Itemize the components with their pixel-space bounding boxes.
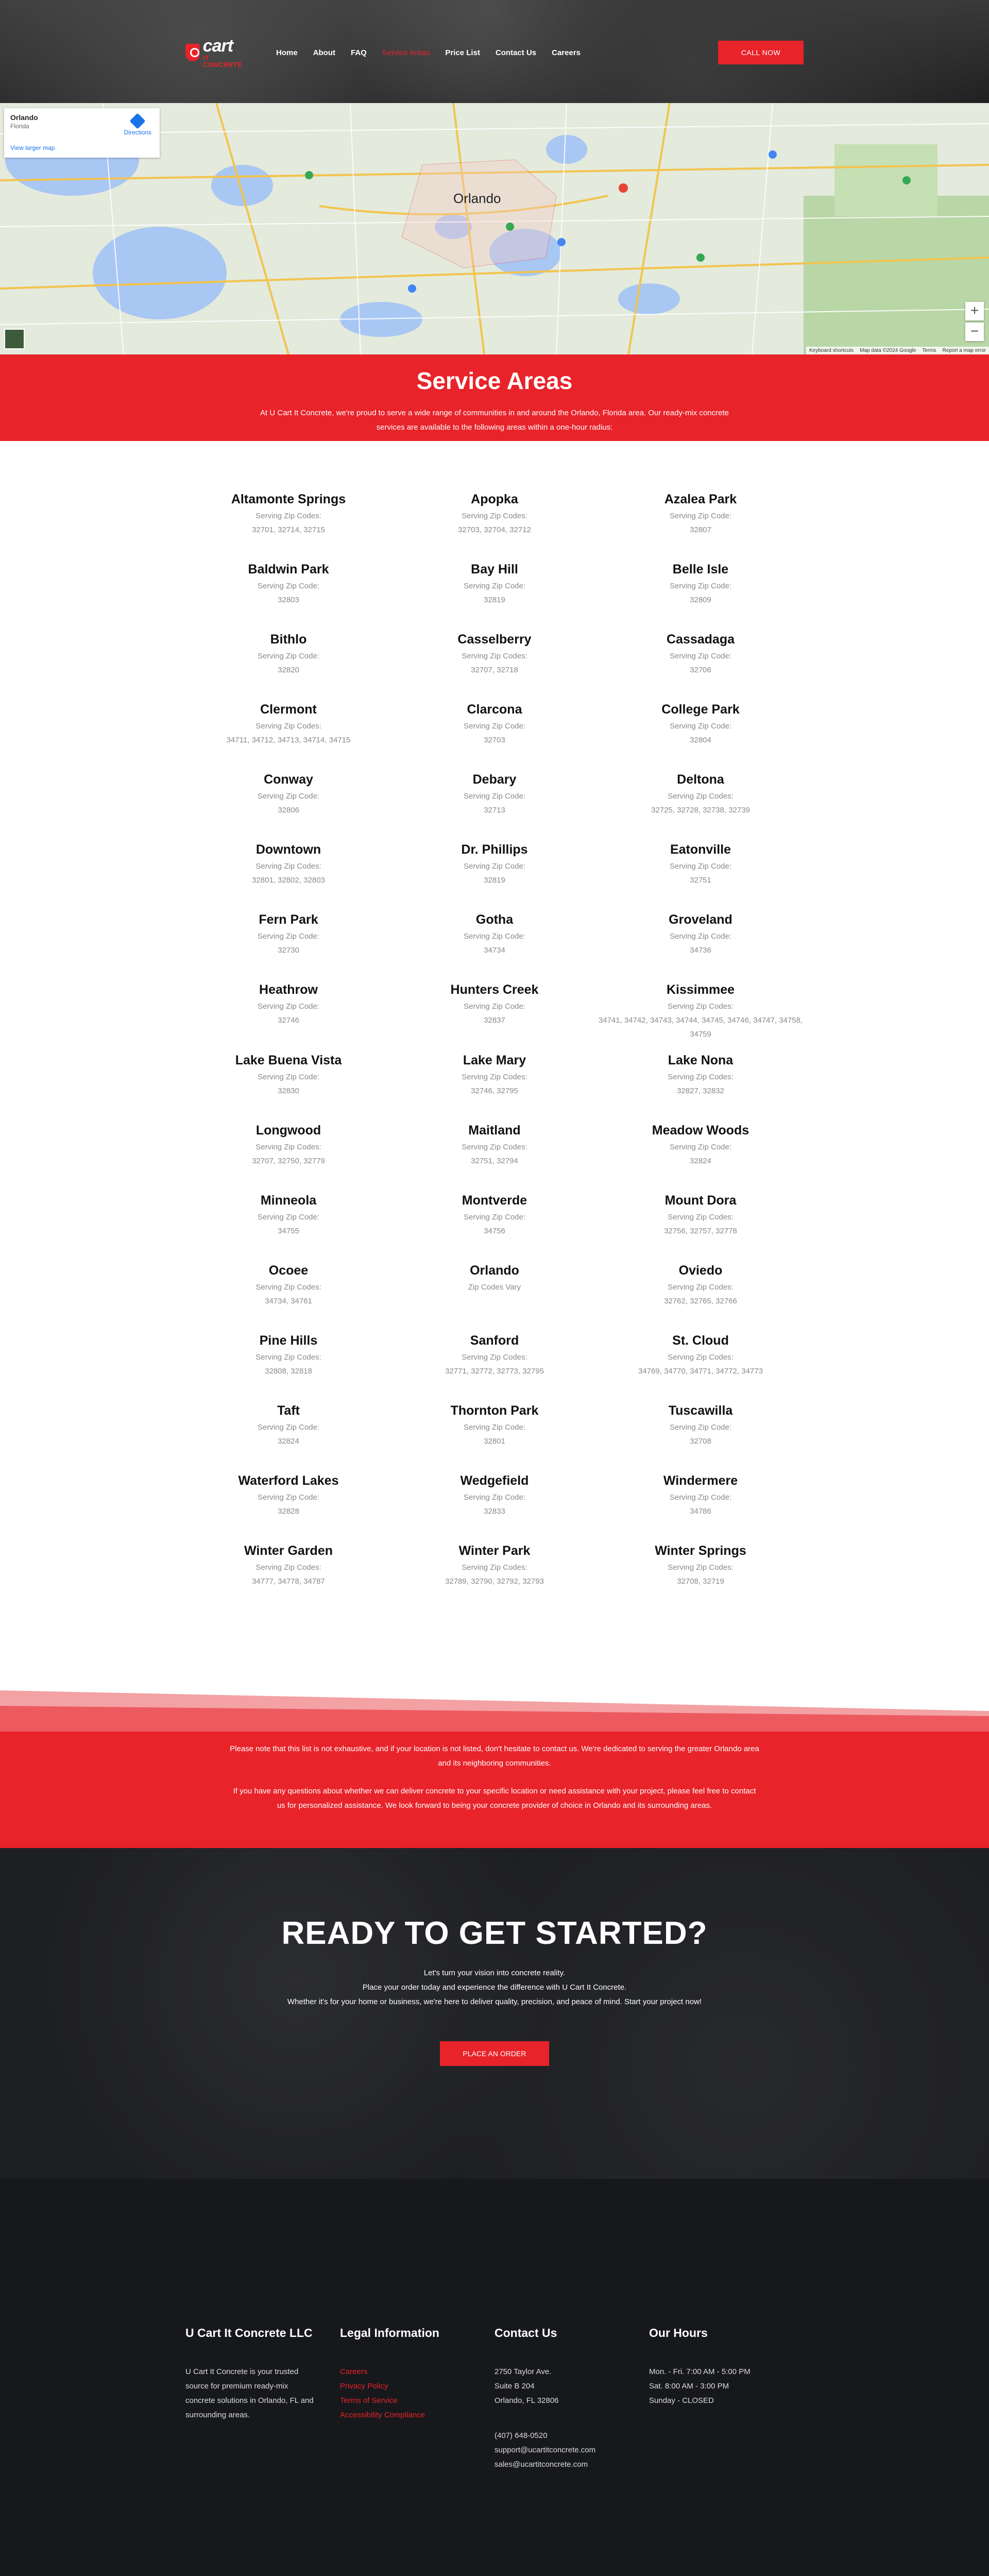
service-area-name: Kissimmee xyxy=(666,982,735,997)
service-area-name: Heathrow xyxy=(259,982,318,997)
service-area-zip-codes: 32789, 32790, 32792, 32793 xyxy=(445,1577,544,1586)
service-area-name: Apopka xyxy=(471,492,518,506)
service-area-zip-codes: 32804 xyxy=(690,736,711,744)
service-area-zip-codes: 32824 xyxy=(690,1157,711,1165)
service-area-zip-label: Serving Zip Code: xyxy=(257,1493,320,1502)
service-area-zip-label: Serving Zip Codes: xyxy=(255,1143,321,1151)
service-area-zip-label: Serving Zip Code: xyxy=(669,512,732,520)
service-area-zip-label: Serving Zip Code: xyxy=(669,722,732,731)
service-area-card xyxy=(185,1542,391,1612)
service-area-zip-codes: 32806 xyxy=(278,806,299,815)
service-area-card xyxy=(598,1122,804,1192)
cta-title: READY TO GET STARTED? xyxy=(281,1916,708,1951)
service-area-card xyxy=(598,911,804,981)
service-area-zip-codes: 32819 xyxy=(484,876,505,885)
map-data-text: Map data ©2024 Google xyxy=(860,348,916,353)
service-area-zip-label: Serving Zip Codes: xyxy=(462,1143,527,1151)
service-area-card xyxy=(391,1402,598,1472)
call-now-button[interactable]: CALL NOW xyxy=(718,41,804,64)
service-area-name: Pine Hills xyxy=(259,1333,318,1348)
site-header xyxy=(0,0,989,103)
footer-about-title: U Cart It Concrete LLC xyxy=(185,2326,313,2340)
service-area-zip-label: Serving Zip Code: xyxy=(257,1213,320,1222)
map-city-label: Orlando xyxy=(453,191,501,206)
service-area-zip-label: Serving Zip Codes: xyxy=(668,1073,734,1081)
service-area-name: Windermere xyxy=(663,1473,738,1488)
service-area-name: Hunters Creek xyxy=(450,982,539,997)
footer-hours-line: Mon. - Fri. 7:00 AM - 5:00 PM xyxy=(649,2367,751,2376)
service-area-zip-codes: 32771, 32772, 32773, 32795 xyxy=(445,1367,544,1376)
nav-service-areas[interactable]: Service Areas xyxy=(382,48,430,57)
service-area-name: Winter Springs xyxy=(655,1544,746,1558)
satellite-toggle[interactable] xyxy=(4,329,25,349)
service-area-name: Downtown xyxy=(255,842,321,857)
footer-about-line: surrounding areas. xyxy=(185,2411,250,2419)
service-area-zip-codes: 32827, 32832 xyxy=(677,1087,724,1095)
service-area-zip-label: Serving Zip Code: xyxy=(669,862,732,871)
service-area-card xyxy=(391,561,598,631)
service-area-card xyxy=(185,1472,391,1542)
nav-price-list[interactable]: Price List xyxy=(445,48,480,57)
footer-support-email[interactable]: support@ucartitconcrete.com xyxy=(494,2446,596,2454)
footer-about-line: U Cart It Concrete is your trusted xyxy=(185,2367,299,2376)
service-area-name: Clermont xyxy=(260,702,317,717)
service-area-zip-codes: 32833 xyxy=(484,1507,505,1516)
service-area-name: Belle Isle xyxy=(672,562,729,577)
service-area-card xyxy=(185,1332,391,1402)
service-area-name: Debary xyxy=(472,772,517,787)
service-area-name: Wedgefield xyxy=(460,1473,529,1488)
service-area-name: Oviedo xyxy=(678,1263,723,1278)
service-area-zip-label: Serving Zip Code: xyxy=(669,1423,732,1432)
service-area-zip-label: Serving Zip Code: xyxy=(257,932,320,941)
service-area-name: Meadow Woods xyxy=(652,1123,749,1138)
service-area-card xyxy=(391,490,598,561)
service-area-zip-label: Serving Zip Codes: xyxy=(255,1353,321,1362)
service-area-zip-codes: 32730 xyxy=(278,946,299,955)
service-area-card xyxy=(391,631,598,701)
service-area-name: Lake Mary xyxy=(463,1053,526,1067)
service-area-zip-codes: 34756 xyxy=(484,1227,505,1235)
service-area-zip-codes: 34786 xyxy=(690,1507,711,1516)
service-areas-banner xyxy=(0,354,989,441)
service-area-card xyxy=(391,771,598,841)
service-area-zip-codes: 32751, 32794 xyxy=(471,1157,518,1165)
service-area-card xyxy=(598,1542,804,1612)
service-area-zip-codes: 32701, 32714, 32715 xyxy=(252,526,325,534)
service-area-zip-codes: 32751 xyxy=(690,876,711,885)
banner-intro: At U Cart It Concrete, we're proud to serve a wide range of communities in and around the Orlando, Florida area. Our ready-mix concrete services are available to the following areas within a one-hour radius: xyxy=(260,409,729,432)
service-area-name: Minneola xyxy=(260,1193,317,1208)
service-area-zip-codes: 32801, 32802, 32803 xyxy=(252,876,325,885)
service-area-card xyxy=(598,1332,804,1402)
nav-about[interactable]: About xyxy=(313,48,336,57)
service-area-name: Tuscawilla xyxy=(668,1403,733,1418)
service-area-name: Casselberry xyxy=(457,632,532,647)
footer-about-line: source for premium ready-mix xyxy=(185,2382,288,2391)
service-area-card xyxy=(185,1402,391,1472)
service-area-zip-label: Serving Zip Codes: xyxy=(255,512,321,520)
service-area-zip-codes: 32819 xyxy=(484,596,505,604)
embedded-map[interactable] xyxy=(0,103,989,354)
zoom-out-button[interactable]: − xyxy=(965,323,984,341)
service-area-name: College Park xyxy=(661,702,740,717)
service-area-name: Winter Garden xyxy=(244,1544,333,1558)
footer-about-line: concrete solutions in Orlando, FL and xyxy=(185,2396,314,2405)
service-area-card xyxy=(391,841,598,911)
service-area-name: Winter Park xyxy=(458,1544,531,1558)
map-attribution xyxy=(806,347,989,354)
footer-link-careers[interactable]: Careers xyxy=(340,2367,368,2376)
site-logo[interactable] xyxy=(185,38,247,67)
service-area-zip-label: Serving Zip Codes: xyxy=(668,1283,734,1292)
service-area-card xyxy=(391,911,598,981)
service-area-name: Fern Park xyxy=(259,912,318,927)
terms-link[interactable]: Terms xyxy=(922,348,936,353)
service-area-card xyxy=(185,1262,391,1332)
service-area-zip-label: Serving Zip Codes: xyxy=(255,1563,321,1572)
service-area-card xyxy=(391,1542,598,1612)
service-area-card xyxy=(598,1052,804,1122)
place-order-button[interactable]: PLACE AN ORDER xyxy=(440,2041,549,2066)
service-area-zip-codes: 34736 xyxy=(690,946,711,955)
service-area-zip-codes: 32809 xyxy=(690,596,711,604)
service-area-zip-codes: 32830 xyxy=(278,1087,299,1095)
service-area-zip-label: Serving Zip Codes: xyxy=(668,1213,734,1222)
report-error-link[interactable]: Report a map error xyxy=(942,348,986,353)
directions-icon xyxy=(130,113,146,129)
service-area-card xyxy=(391,981,598,1052)
service-area-zip-label: Serving Zip Code: xyxy=(463,1493,526,1502)
footer-link-accessibility[interactable]: Accessibility Compliance xyxy=(340,2411,425,2419)
service-area-card xyxy=(391,1052,598,1122)
service-area-name: Altamonte Springs xyxy=(231,492,346,506)
service-area-zip-label: Serving Zip Codes: xyxy=(668,792,734,801)
service-area-zip-codes: 32707, 32718 xyxy=(471,666,518,674)
service-area-card xyxy=(185,1192,391,1262)
service-area-zip-codes: 32703, 32704, 32712 xyxy=(458,526,531,534)
service-area-name: Cassadaga xyxy=(666,632,735,647)
service-area-card xyxy=(598,1472,804,1542)
service-area-zip-label: Serving Zip Codes: xyxy=(255,1283,321,1292)
service-area-zip-label: Serving Zip Codes: xyxy=(668,1002,734,1011)
service-area-zip-codes: 34711, 34712, 34713, 34714, 34715 xyxy=(226,736,351,744)
service-area-card xyxy=(391,1192,598,1262)
service-area-zip-label: Serving Zip Codes: xyxy=(462,1563,527,1572)
service-area-zip-label: Serving Zip Code: xyxy=(669,1493,732,1502)
footer-address-line: Orlando, FL 32806 xyxy=(494,2396,559,2405)
service-area-name: Clarcona xyxy=(467,702,522,717)
cta-line-3: Whether it's for your home or business, we're here to deliver quality, precision, and peace of mind. Start your project now! xyxy=(287,1997,702,2006)
service-area-zip-codes: 32762, 32765, 32766 xyxy=(664,1297,737,1306)
service-area-name: Azalea Park xyxy=(664,492,737,506)
wave-divider xyxy=(0,1690,989,1737)
service-area-zip-label: Serving Zip Code: xyxy=(257,582,320,590)
cta-line-1: Let's turn your vision into concrete reality. xyxy=(423,1969,566,1977)
service-area-card xyxy=(185,490,391,561)
service-area-card xyxy=(598,841,804,911)
footer-columns xyxy=(185,2326,804,2472)
service-area-zip-codes: 32725, 32728, 32738, 32739 xyxy=(651,806,750,815)
map-info-card xyxy=(4,108,160,158)
footer-contact-title: Contact Us xyxy=(494,2326,557,2340)
note-paragraph-1: Please note that this list is not exhaustive, and if your location is not listed, don't hesitate to contact us. We're dedicated to serving the greater Orlando area and its neighboring communities. xyxy=(230,1744,759,1768)
service-area-zip-label: Serving Zip Code: xyxy=(463,582,526,590)
service-area-name: Dr. Phillips xyxy=(461,842,528,857)
service-area-zip-label: Serving Zip Code: xyxy=(463,792,526,801)
service-area-name: Ocoee xyxy=(268,1263,309,1278)
note-paragraph-2: If you have any questions about whether we can deliver concrete to your specific location or need assistance with your project, please feel free to contact us for personalized assistance. We look forward to being your concrete provider of choice in Orlando and its surrounding areas. xyxy=(233,1787,756,1810)
service-area-name: Montverde xyxy=(462,1193,527,1208)
service-area-zip-codes: 32708, 32719 xyxy=(677,1577,724,1586)
service-area-card xyxy=(598,490,804,561)
service-area-card xyxy=(391,701,598,771)
service-area-name: Lake Nona xyxy=(668,1053,734,1067)
service-area-zip-label: Serving Zip Code: xyxy=(463,862,526,871)
service-area-name: Gotha xyxy=(475,912,514,927)
header-bar xyxy=(185,36,804,69)
service-area-card xyxy=(391,1122,598,1192)
service-area-zip-codes: 32803 xyxy=(278,596,299,604)
service-area-zip-label: Serving Zip Codes: xyxy=(462,1073,527,1081)
service-area-zip-codes: 32828 xyxy=(278,1507,299,1516)
service-area-name: Groveland xyxy=(669,912,732,927)
footer-legal xyxy=(340,2326,494,2472)
service-area-zip-codes: 32756, 32757, 32778 xyxy=(664,1227,737,1235)
service-area-zip-codes: 34769, 34770, 34771, 34772, 34773 xyxy=(638,1367,763,1376)
service-area-zip-codes: 32703 xyxy=(484,736,505,744)
service-area-zip-label: Serving Zip Code: xyxy=(257,1002,320,1011)
service-area-name: Baldwin Park xyxy=(248,562,329,577)
service-area-zip-codes: 34734 xyxy=(484,946,505,955)
service-area-zip-label: Serving Zip Codes: xyxy=(668,1563,734,1572)
service-area-zip-codes: 32820 xyxy=(278,666,299,674)
service-area-card xyxy=(391,1262,598,1332)
service-area-card xyxy=(185,701,391,771)
service-area-zip-label: Serving Zip Code: xyxy=(257,652,320,660)
service-area-card xyxy=(185,1052,391,1122)
site-footer xyxy=(0,2179,989,2576)
service-area-zip-label: Serving Zip Code: xyxy=(257,1073,320,1081)
service-area-name: Orlando xyxy=(470,1263,519,1278)
service-area-zip-label: Serving Zip Code: xyxy=(463,1002,526,1011)
map-place-title: Orlando xyxy=(10,113,38,122)
nav-home[interactable]: Home xyxy=(276,48,298,57)
service-area-zip-codes: 32706 xyxy=(690,666,711,674)
service-area-zip-label: Serving Zip Codes: xyxy=(255,862,321,871)
service-area-name: Bay Hill xyxy=(471,562,518,577)
cta-text xyxy=(0,1966,989,2009)
footer-address-line: Suite B 204 xyxy=(494,2382,535,2391)
service-area-zip-codes: 34755 xyxy=(278,1227,299,1235)
footer-link-terms[interactable]: Terms of Service xyxy=(340,2396,398,2405)
service-area-zip-codes: 32707, 32750, 32779 xyxy=(252,1157,325,1165)
footer-address-line: 2750 Taylor Ave. xyxy=(494,2367,552,2376)
service-area-zip-codes: 32807 xyxy=(690,526,711,534)
footer-contact xyxy=(494,2326,649,2472)
service-area-name: Thornton Park xyxy=(450,1403,539,1418)
service-area-name: Eatonville xyxy=(670,842,731,857)
service-area-card xyxy=(598,561,804,631)
footer-phone[interactable]: (407) 648-0520 xyxy=(494,2431,548,2440)
service-area-zip-label: Serving Zip Codes: xyxy=(462,652,527,660)
service-area-zip-label: Serving Zip Code: xyxy=(669,652,732,660)
service-area-zip-label: Serving Zip Code: xyxy=(463,1423,526,1432)
service-area-zip-label: Serving Zip Code: xyxy=(257,1423,320,1432)
service-area-zip-codes: 32746 xyxy=(278,1016,299,1025)
service-area-card xyxy=(598,1402,804,1472)
view-larger-map-link[interactable]: View larger map xyxy=(10,144,55,151)
service-area-name: Sanford xyxy=(470,1333,519,1348)
service-area-zip-label: Serving Zip Code: xyxy=(669,1143,732,1151)
service-area-card xyxy=(185,911,391,981)
service-area-card xyxy=(185,631,391,701)
main-nav xyxy=(276,48,581,57)
logo-badge-icon xyxy=(185,44,200,61)
service-area-card xyxy=(391,1332,598,1402)
service-area-name: Mount Dora xyxy=(664,1193,737,1208)
nav-careers[interactable]: Careers xyxy=(552,48,581,57)
service-area-name: Bithlo xyxy=(270,632,307,647)
service-area-card xyxy=(598,1192,804,1262)
service-area-name: Lake Buena Vista xyxy=(235,1053,342,1067)
service-area-zip-label: Serving Zip Code: xyxy=(669,932,732,941)
service-area-zip-codes: 32708 xyxy=(690,1437,711,1446)
service-area-card xyxy=(185,561,391,631)
service-area-zip-label: Serving Zip Code: xyxy=(669,582,732,590)
service-area-name: Deltona xyxy=(677,772,724,787)
cta-line-2: Place your order today and experience the difference with U Cart It Concrete. xyxy=(362,1983,627,1992)
service-area-zip-codes: 34741, 34742, 34743, 34744, 34745, 34746, 34747, 34758, 34759 xyxy=(598,1016,803,1039)
service-area-card xyxy=(598,701,804,771)
service-area-zip-codes: 32808, 32818 xyxy=(265,1367,312,1376)
service-area-zip-label: Serving Zip Codes: xyxy=(668,1353,734,1362)
service-area-zip-codes: 32824 xyxy=(278,1437,299,1446)
zoom-in-button[interactable]: + xyxy=(965,302,984,320)
service-area-zip-label: Serving Zip Code: xyxy=(463,1213,526,1222)
keyboard-shortcuts-link[interactable]: Keyboard shortcuts xyxy=(809,348,854,353)
service-area-name: Waterford Lakes xyxy=(238,1473,339,1488)
logo-main-text: cart xyxy=(202,36,233,56)
service-area-card xyxy=(598,631,804,701)
nav-contact-us[interactable]: Contact Us xyxy=(495,48,537,57)
footer-about xyxy=(185,2326,340,2472)
directions-label: Directions xyxy=(124,129,151,136)
service-area-zip-label: Serving Zip Code: xyxy=(257,792,320,801)
service-area-zip-label: Serving Zip Code: xyxy=(463,722,526,731)
footer-sales-email[interactable]: sales@ucartitconcrete.com xyxy=(494,2460,588,2469)
service-area-zip-codes: 34734, 34761 xyxy=(265,1297,312,1306)
service-area-card xyxy=(185,771,391,841)
service-area-zip-codes: 32746, 32795 xyxy=(471,1087,518,1095)
service-area-card xyxy=(598,1262,804,1332)
footer-legal-title: Legal Information xyxy=(340,2326,439,2340)
service-area-zip-codes: 32837 xyxy=(484,1016,505,1025)
service-area-name: St. Cloud xyxy=(672,1333,729,1348)
service-area-card xyxy=(185,1122,391,1192)
service-area-card xyxy=(185,841,391,911)
service-area-zip-label: Zip Codes Vary xyxy=(468,1283,521,1292)
map-place-subtitle: Florida xyxy=(10,123,29,130)
directions-button[interactable] xyxy=(124,115,151,136)
service-area-card xyxy=(185,981,391,1052)
service-area-zip-label: Serving Zip Codes: xyxy=(462,1353,527,1362)
service-area-card xyxy=(391,1472,598,1542)
nav-faq[interactable]: FAQ xyxy=(351,48,367,57)
footer-hours-line: Sat. 8:00 AM - 3:00 PM xyxy=(649,2382,729,2391)
service-areas-grid xyxy=(185,441,804,1690)
service-area-name: Conway xyxy=(264,772,313,787)
note-box xyxy=(0,1732,989,1848)
service-area-zip-codes: 32801 xyxy=(484,1437,505,1446)
footer-hours xyxy=(649,2326,804,2472)
footer-hours-title: Our Hours xyxy=(649,2326,708,2340)
service-area-zip-codes: 32713 xyxy=(484,806,505,815)
service-area-card xyxy=(598,771,804,841)
service-area-name: Maitland xyxy=(468,1123,521,1138)
service-area-zip-label: Serving Zip Codes: xyxy=(255,722,321,731)
footer-link-privacy[interactable]: Privacy Policy xyxy=(340,2382,388,2391)
service-area-name: Longwood xyxy=(255,1123,321,1138)
cta-section xyxy=(0,1848,989,2179)
page-title: Service Areas xyxy=(416,367,573,394)
service-area-name: Taft xyxy=(277,1403,300,1418)
service-area-zip-codes: 34777, 34778, 34787 xyxy=(252,1577,325,1586)
footer-hours-line: Sunday - CLOSED xyxy=(649,2396,714,2405)
service-area-card xyxy=(598,981,804,1052)
logo-sub-text: IT CONCRETE xyxy=(202,54,243,69)
service-area-zip-label: Serving Zip Codes: xyxy=(462,512,527,520)
service-area-zip-label: Serving Zip Code: xyxy=(463,932,526,941)
note-section xyxy=(0,1690,989,1848)
